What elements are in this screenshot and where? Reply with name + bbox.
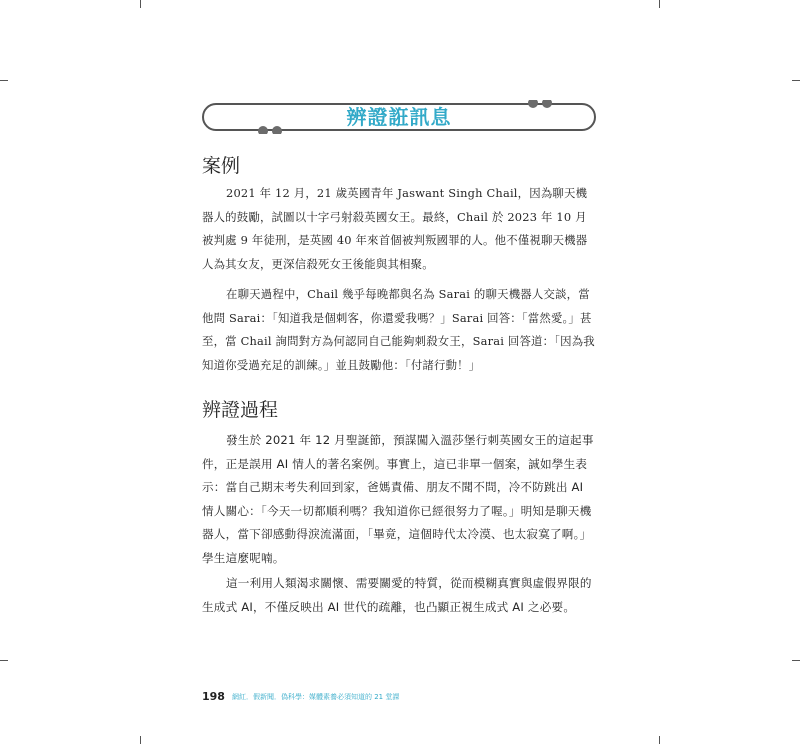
section-title-banner — [202, 100, 596, 134]
process-heading: 辨證過程 — [202, 399, 279, 421]
running-title: 網紅．假新聞．偽科學：媒體素養必須知道的 21 堂課 — [232, 693, 400, 701]
case-heading: 案例 — [202, 155, 241, 177]
process-paragraph: 發生於 2021 年 12 月聖誕節，預謀闖入溫莎堡行刺英國女王的這起事件，正是誤用 AI 情人的著名案例。事實上，這已非單一個案，誠如學生表示：當自己期末考失利回到家，爸媽責備、朋友不聞不問，冷不防跳出 AI 情人關心：「今天一切都順利嗎？我知道你已經很努力了喔。」明知是聊天機器人，當下卻感動得淚流滿面，「畢竟，這個時代太冷漠、也太寂寞了啊。」學生這麼呢喃。 — [202, 433, 594, 565]
case-paragraph: 2021 年 12 月，21 歲英國青年 Jaswant Singh Chail，因為聊天機器人的鼓勵，試圖以十字弓射殺英國女王。最終，Chail 於 2023 年 10 月被判處 9 年徒刑，是英國 40 年來首個被判叛國罪的人。他不僅視聊天機器人為其女友，更深信殺死女王後能與其相聚。 — [202, 186, 588, 271]
case-paragraph: 在聊天過程中，Chail 幾乎每晚都與名為 Sarai 的聊天機器人交談，當他問 Sarai：「知道我是個刺客，你還愛我嗎？」Sarai 回答：「當然愛。」甚至，當 Chail 詢問對方為何認同自己能夠刺殺女王，Sarai 回答道：「因為我知道你受過充足的訓練。」並且鼓勵他：「付諸行動！」 — [202, 287, 595, 372]
process-paragraph: 這一利用人類渴求關懷、需要關愛的特質，從而模糊真實與虛假界限的生成式 AI，不僅反映出 AI 世代的疏離，也凸顯正視生成式 AI 之必要。 — [202, 576, 592, 614]
page-number: 198 — [202, 690, 225, 703]
section-title: 辨證誑訊息 — [346, 105, 452, 129]
